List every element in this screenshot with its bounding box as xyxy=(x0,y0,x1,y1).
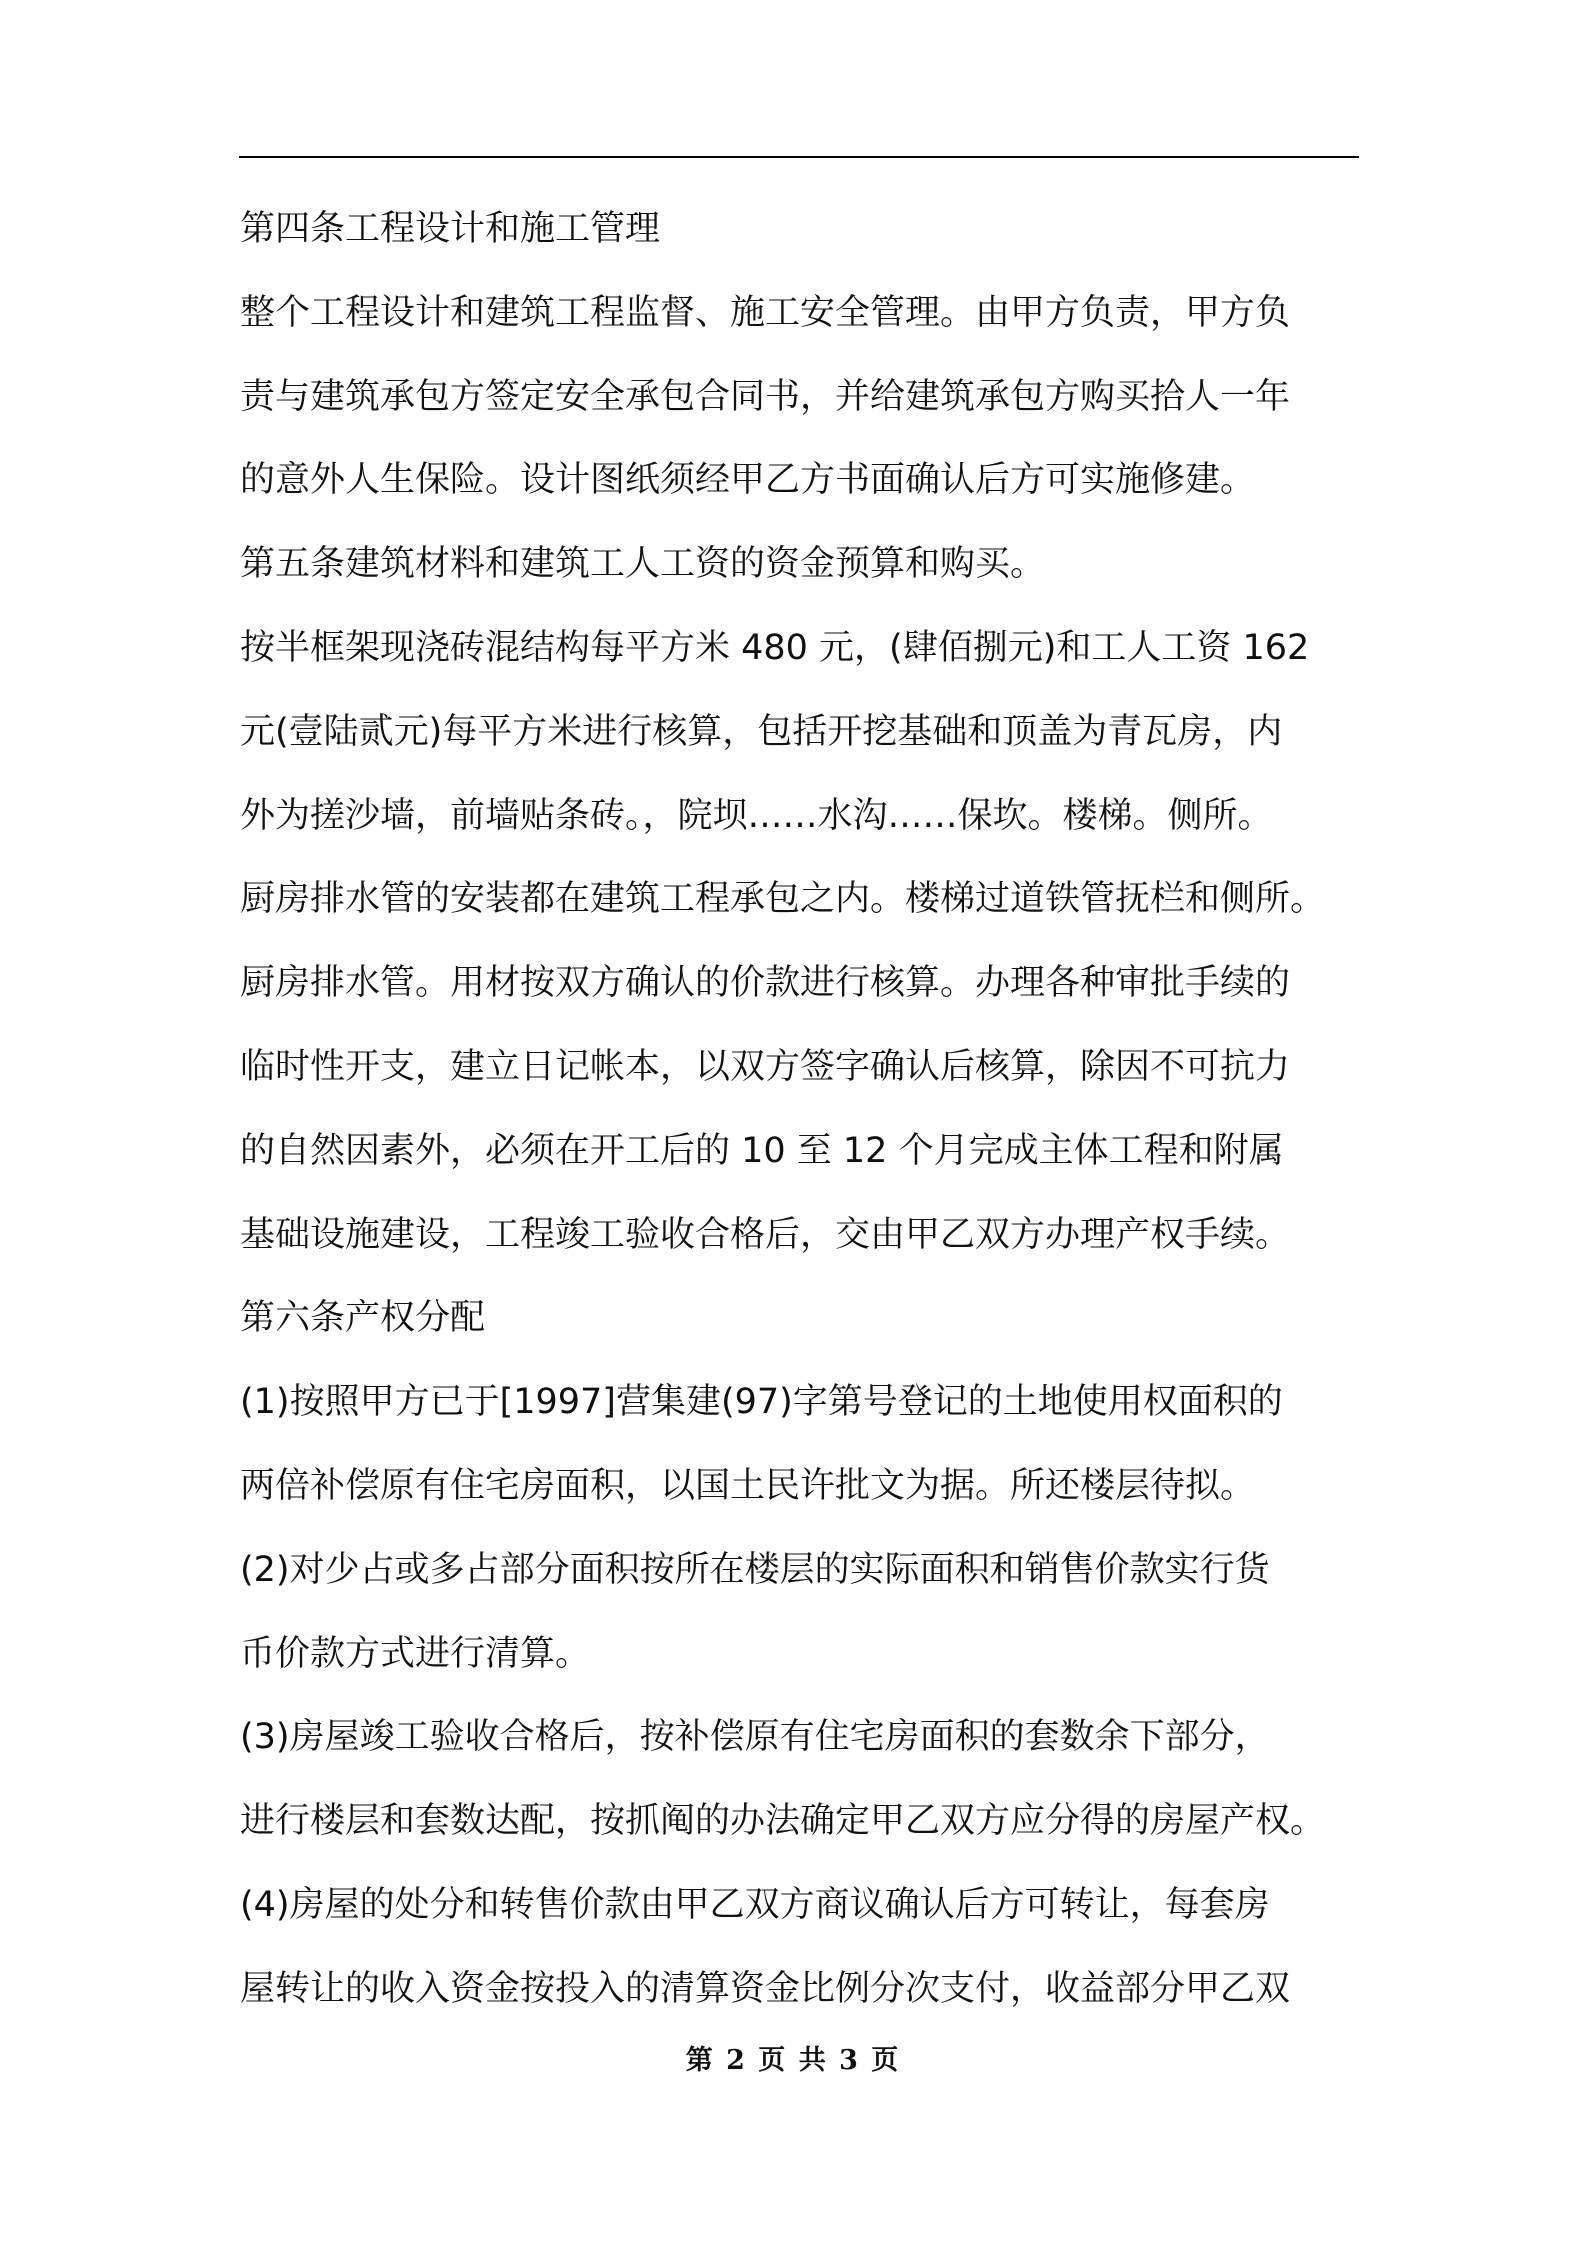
page-number-footer: 第 2 页 共 3 页 xyxy=(685,2045,901,2076)
text-line: 厨房排水管的安装都在建筑工程承包之内。楼梯过道铁管抚栏和侧所。 xyxy=(240,879,1326,920)
text-line: (1)按照甲方已于[1997]营集建(97)字第号登记的土地使用权面积的 xyxy=(240,1382,1283,1423)
text-line: 的自然因素外，必须在开工后的 10 至 12 个月完成主体工程和附属 xyxy=(240,1130,1284,1171)
section-heading-4: 第四条工程设计和施工管理 xyxy=(240,209,661,249)
text-line: 元(壹陆贰元)每平方米进行核算，包括开挖基础和顶盖为青瓦房，内 xyxy=(240,711,1283,752)
section-heading-5: 第五条建筑材料和建筑工人工资的资金预算和购买。 xyxy=(240,544,1046,585)
text-line: 整个工程设计和建筑工程监督、施工安全管理。由甲方负责，甲方负 xyxy=(240,292,1291,333)
section-heading-6: 第六条产权分配 xyxy=(240,1298,486,1339)
text-line: 进行楼层和套数达配，按抓阄的办法确定甲乙双方应分得的房屋产权。 xyxy=(240,1801,1326,1842)
text-line: 临时性开支，建立日记帐本，以双方签字确认后核算，除因不可抗力 xyxy=(240,1046,1291,1087)
header-rule xyxy=(239,156,1359,158)
body-text xyxy=(240,188,1370,2032)
text-line: (3)房屋竣工验收合格后，按补偿原有住宅房面积的套数余下部分， xyxy=(240,1717,1270,1758)
text-line: (2)对少占或多占部分面积按所在楼层的实际面积和销售价款实行货 xyxy=(240,1549,1270,1590)
text-line: 责与建筑承包方签定安全承包合同书，并给建筑承包方购买拾人一年 xyxy=(240,376,1291,417)
text-line: 厨房排水管。用材按双方确认的价款进行核算。办理各种审批手续的 xyxy=(240,963,1291,1004)
text-line: 按半框架现浇砖混结构每平方米 480 元，(肆佰捌元)和工人工资 162 xyxy=(240,627,1310,668)
text-line: (4)房屋的处分和转售价款由甲乙双方商议确认后方可转让，每套房 xyxy=(240,1884,1270,1925)
text-line: 屋转让的收入资金按投入的清算资金比例分次支付，收益部分甲乙双 xyxy=(240,1968,1291,2009)
text-line: 两倍补偿原有住宅房面积，以国土民许批文为据。所还楼层待拟。 xyxy=(240,1465,1256,1506)
text-line: 基础设施建设，工程竣工验收合格后，交由甲乙双方办理产权手续。 xyxy=(240,1214,1291,1255)
text-line: 外为搓沙墙，前墙贴条砖。，院坝……水沟……保坎。楼梯。侧所。 xyxy=(240,795,1273,836)
text-line: 币价款方式进行清算。 xyxy=(240,1633,591,1674)
text-line: 的意外人生保险。设计图纸须经甲乙方书面确认后方可实施修建。 xyxy=(240,460,1256,501)
